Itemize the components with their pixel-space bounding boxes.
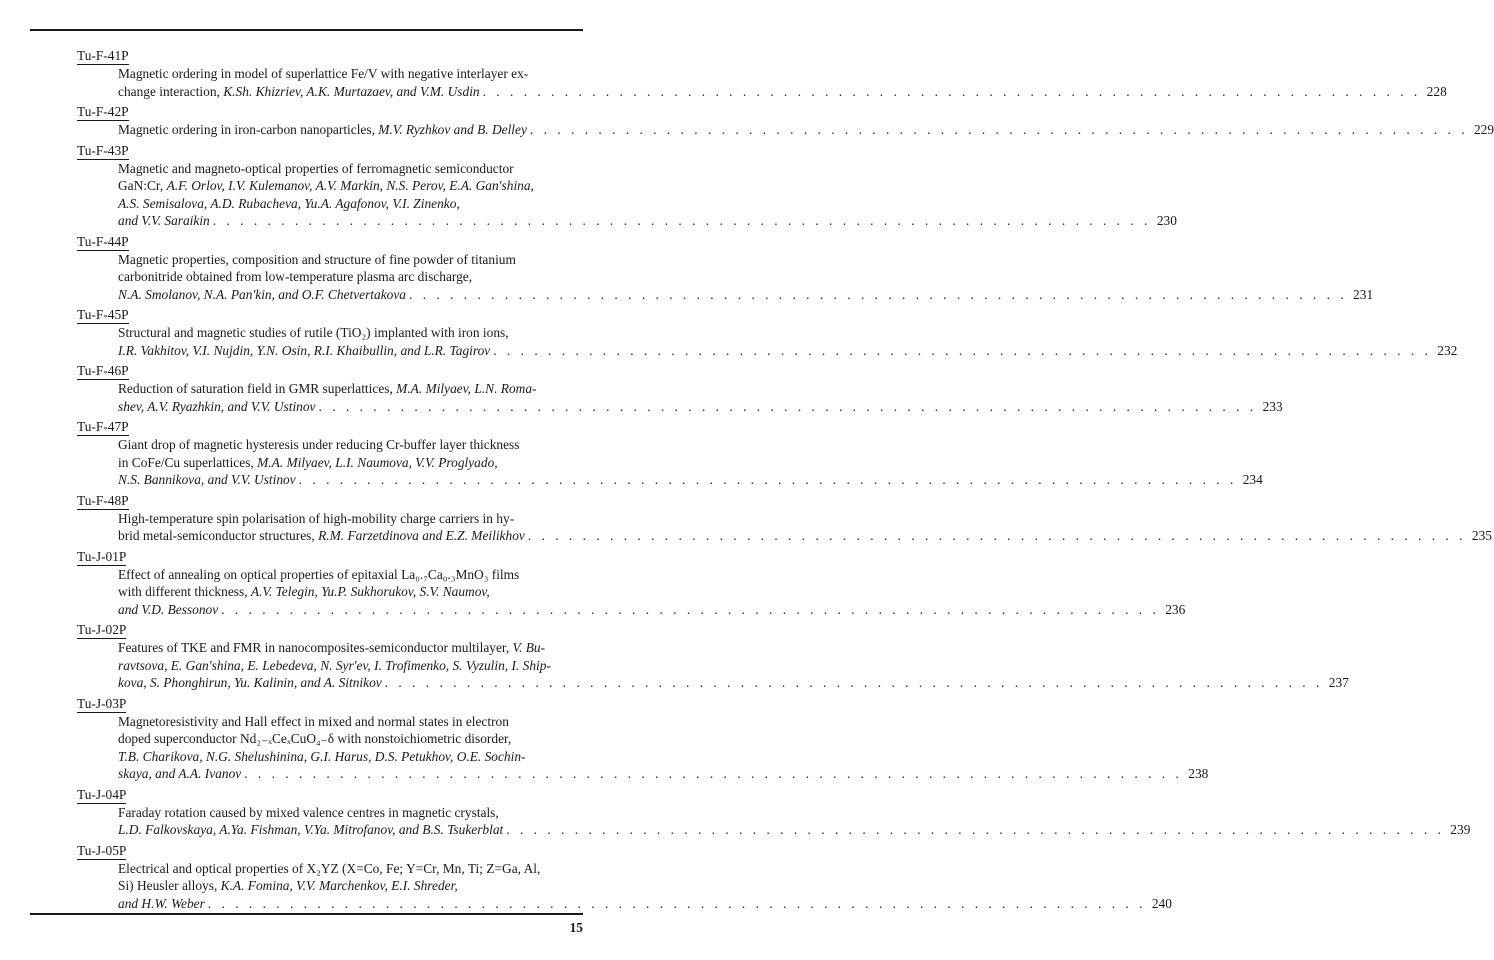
entry-line [118,748,584,766]
authors-text: A.V. Telegin, Yu.P. Sukhorukov, S.V. Naumov, [250,584,490,599]
entry-line [118,639,584,657]
authors-text: kova, S. Phonghirun, Yu. Kalinin, and A. Sitnikov [118,675,382,690]
entry-text [118,121,527,139]
dot-leader: . . . . . . . . . . . . . . . . . . . . . . . . . . . . . . . . . . . . . . . . . . . . . . . . . . . . . . . . . . . . . . . . . . . . . [527,528,1466,543]
dot-leader: . . . . . . . . . . . . . . . . . . . . . . . . . . . . . . . . . . . . . . . . . . . . . . . . . . . . . . . . . . . . . . . . . . . . . [212,213,1151,228]
entry-line [118,212,1177,230]
entry-line [118,583,584,601]
entry-line [118,160,584,178]
toc-entry [77,842,1172,913]
title-text: Magnetic ordering in model of superlattice Fe/V with negative interlayer ex- [118,66,529,81]
authors-text: M.A. Milyaev, L.I. Naumova, V.V. Proglyado, [257,454,498,470]
entry-text [118,380,537,398]
entry-page-number: 233 [1262,398,1283,414]
page-number: 15 [569,920,583,935]
entry-text [118,177,534,195]
entry-body [118,510,1492,545]
title-text: doped superconductor Nd₂₋ₓCeₓCuO₄₋δ with nonstoichiometric disorder, [118,731,512,746]
entry-text [118,748,526,766]
toc-entry [77,548,1186,619]
entry-line [118,398,1283,416]
entry-text [118,527,525,545]
entry-page-number: 229 [1473,122,1494,137]
dot-leader: . . . . . . . . . . . . . . . . . . . . . . . . . . . . . . . . . . . . . . . . . . . . . . . . . . . . . . . . . . . . . . . . . . . . . [384,675,1323,690]
entry-line [118,527,1492,545]
toc-entry [77,306,1458,359]
authors-text: V. Bu- [512,640,546,655]
entry-line [118,601,1186,619]
entry-text [118,324,509,342]
title-text: GaN:Cr, [118,178,167,193]
toc-entry [77,492,1492,545]
entry-code: Tu-F-41P [77,48,129,63]
toc-entry [77,621,1349,692]
title-text: Magnetoresistivity and Hall effect in mixed and normal states in electron [118,713,509,729]
entry-text [118,895,205,913]
dot-leader: . . . . . . . . . . . . . . . . . . . . . . . . . . . . . . . . . . . . . . . . . . . . . . . . . . . . . . . . . . . . . . . . . . . . . [298,472,1237,487]
title-text: Magnetic ordering in iron-carbon nanoparticles, [118,122,379,137]
bottom-rule [30,913,583,915]
entry-body [118,324,1458,359]
entry-line [118,674,1349,692]
title-text: brid metal-semiconductor structures, [118,528,319,543]
toc-entries [77,47,1494,915]
title-text: Giant drop of magnetic hysteresis under reducing Cr-buffer layer thickness [118,437,520,452]
authors-text: R.M. Farzetdinova and E.Z. Meilikhov [318,528,525,543]
entry-text [118,657,551,675]
entry-code: Tu-F-47P [77,419,129,434]
entry-text [118,471,296,489]
entry-code: Tu-F-46P [77,363,129,378]
entry-text [118,821,503,839]
dot-leader: . . . . . . . . . . . . . . . . . . . . . . . . . . . . . . . . . . . . . . . . . . . . . . . . . . . . . . . . . . . . . . . . . . . . . [221,601,1160,617]
entry-text [118,713,509,731]
entry-text [118,860,540,878]
entry-line [118,821,1471,839]
entry-line [118,765,1209,783]
dot-leader: . . . . . . . . . . . . . . . . . . . . . . . . . . . . . . . . . . . . . . . . . . . . . . . . . . . . . . . . . . . . . . . . . . . . . [529,122,1469,137]
entry-page-number: 234 [1242,472,1263,487]
toc-entry [77,786,1471,839]
authors-text: I.R. Vakhitov, V.I. Nujdin, Y.N. Osin, R.I. Khaibullin, and L.R. Tagirov [118,342,491,358]
entry-line [118,657,584,675]
entry-line [118,195,584,213]
entry-text [118,268,472,286]
entry-body [118,566,1186,619]
authors-text: K.A. Fomina, V.V. Marchenkov, E.I. Shreder, [220,878,458,893]
entry-text [118,877,458,895]
authors-text: K.Sh. Khizriev, A.K. Murtazaev, and V.M. Usdin [223,83,480,99]
entry-text [118,566,519,584]
entry-page-number: 237 [1328,675,1349,690]
entry-text [118,804,499,822]
entry-text [118,195,460,213]
entry-text [118,765,241,783]
entry-body [118,436,1263,489]
entry-line [118,65,584,83]
dot-leader: . . . . . . . . . . . . . . . . . . . . . . . . . . . . . . . . . . . . . . . . . . . . . . . . . . . . . . . . . . . . . . . . . . . . . [482,83,1421,99]
title-text: Magnetic and magneto-optical properties of ferromagnetic semiconductor [118,160,514,176]
authors-text: and V.D. Bessonov [118,601,219,617]
toc-entry [77,695,1209,783]
entry-code: Tu-J-02P [77,622,127,637]
toc-entry [77,47,1447,100]
authors-text: M.V. Ryzhkov and B. Delley [378,122,527,137]
title-text: High-temperature spin polarisation of high-mobility charge carriers in hy- [118,510,515,526]
toc-entry [77,362,1283,415]
entry-code: Tu-J-03P [77,695,127,711]
authors-text: shev, A.V. Ryazhkin, and V.V. Ustinov [118,398,316,414]
entry-text [118,730,511,748]
dot-leader: . . . . . . . . . . . . . . . . . . . . . . . . . . . . . . . . . . . . . . . . . . . . . . . . . . . . . . . . . . . . . . . . . . . . . [318,398,1257,414]
entry-line [118,83,1447,101]
entry-page-number: 240 [1151,895,1172,911]
entry-line [118,510,584,528]
entry-page-number: 230 [1156,213,1177,228]
entry-line [118,177,584,195]
entry-line [118,286,1374,304]
entry-body [118,639,1349,692]
entry-line [118,324,584,342]
toc-entry [77,418,1263,489]
title-text: Faraday rotation caused by mixed valence centres in magnetic crystals, [118,804,499,820]
authors-text: T.B. Charikova, N.G. Shelushinina, G.I. Harus, D.S. Petukhov, O.E. Sochin- [118,748,526,764]
dot-leader: . . . . . . . . . . . . . . . . . . . . . . . . . . . . . . . . . . . . . . . . . . . . . . . . . . . . . . . . . . . . . . . . . . . . . [506,822,1445,837]
entry-body [118,121,1494,139]
entry-line [118,860,584,878]
dot-leader: . . . . . . . . . . . . . . . . . . . . . . . . . . . . . . . . . . . . . . . . . . . . . . . . . . . . . . . . . . . . . . . . . . . . . [409,286,1348,302]
entry-line [118,895,1172,913]
entry-text [118,510,514,528]
entry-body [118,713,1209,783]
authors-text: skaya, and A.A. Ivanov [118,766,242,781]
toc-entry [77,233,1374,304]
title-text: carbonitride obtained from low-temperature plasma arc discharge, [118,269,473,284]
entry-page-number: 235 [1471,528,1492,543]
top-rule [30,29,583,31]
title-text: Magnetic properties, composition and structure of fine powder of titanium [118,251,516,267]
entry-line [118,454,584,472]
authors-text: N.A. Smolanov, N.A. Pan'kin, and O.F. Chetvertakova [118,286,406,302]
entry-line [118,268,584,286]
title-text: Effect of annealing on optical properties of epitaxial La₀.₇Ca₀.₃MnO₃ films [118,566,520,582]
entry-text [118,436,519,454]
entry-code: Tu-J-01P [77,548,127,564]
entry-text [118,251,516,269]
entry-line [118,251,584,269]
entry-line [118,804,584,822]
entry-code: Tu-F-43P [77,142,129,158]
toc-entry [77,142,1177,230]
entry-body [118,160,1177,230]
entry-code: Tu-F-42P [77,104,129,119]
title-text: with different thickness, [118,584,251,599]
entry-line [118,121,1494,139]
entry-line [118,713,584,731]
entry-code: Tu-F-45P [77,307,129,322]
entry-text [118,212,210,230]
entry-text [118,583,490,601]
title-text: Si) Heusler alloys, [118,878,221,893]
entry-page-number: 236 [1165,601,1186,617]
toc-entry [77,103,1494,139]
entry-code: Tu-J-05P [77,842,127,858]
entry-text [118,674,382,692]
authors-text: A.F. Orlov, I.V. Kulemanov, A.V. Markin, N.S. Perov, E.A. Gan'shina, [166,178,534,193]
entry-code: Tu-F-48P [77,492,129,508]
entry-text [118,639,545,657]
entry-body [118,860,1172,913]
title-text: Structural and magnetic studies of rutile (TiO₂) implanted with iron ions, [118,325,509,340]
entry-text [118,454,498,472]
title-text: in CoFe/Cu superlattices, [118,454,258,470]
dot-leader: . . . . . . . . . . . . . . . . . . . . . . . . . . . . . . . . . . . . . . . . . . . . . . . . . . . . . . . . . . . . . . . . . . . . . [493,342,1432,358]
authors-text: A.S. Semisalova, A.D. Rubacheva, Yu.A. Agafonov, V.I. Zinenko, [118,195,460,211]
entry-line [118,877,584,895]
authors-text: M.A. Milyaev, L.N. Roma- [396,381,537,396]
entry-text [118,83,480,101]
entry-text [118,398,316,416]
dot-leader: . . . . . . . . . . . . . . . . . . . . . . . . . . . . . . . . . . . . . . . . . . . . . . . . . . . . . . . . . . . . . . . . . . . . . [207,895,1146,911]
authors-text: ravtsova, E. Gan'shina, E. Lebedeva, N. Syr'ev, I. Trofimenko, S. Vyzulin, I. Ship- [118,657,551,673]
entry-text [118,342,490,360]
entry-line [118,566,584,584]
title-text: change interaction, [118,83,224,99]
entry-page-number: 239 [1450,822,1471,837]
entry-page-number: 231 [1353,286,1374,302]
entry-code: Tu-J-04P [77,786,127,802]
entry-body [118,251,1374,304]
entry-page-number: 238 [1188,766,1209,781]
entry-line [118,342,1458,360]
title-text: Features of TKE and FMR in nanocomposites-semiconductor multilayer, [118,640,513,655]
title-text: Electrical and optical properties of X₂YZ (X=Co, Fe; Y=Cr, Mn, Ti; Z=Ga, Al, [118,860,541,876]
entry-body [118,804,1471,839]
entry-body [118,65,1447,100]
entry-code: Tu-F-44P [77,233,129,249]
entry-text [118,286,406,304]
dot-leader: . . . . . . . . . . . . . . . . . . . . . . . . . . . . . . . . . . . . . . . . . . . . . . . . . . . . . . . . . . . . . . . . . . . . . [244,766,1183,781]
title-text: Reduction of saturation field in GMR superlattices, [118,381,397,396]
entry-page-number: 228 [1426,83,1447,99]
entry-line [118,471,1263,489]
authors-text: and H.W. Weber [118,895,205,911]
entry-text [118,65,528,83]
entry-text [118,160,514,178]
entry-line [118,730,584,748]
authors-text: N.S. Bannikova, and V.V. Ustinov [118,472,296,487]
authors-text: L.D. Falkovskaya, A.Ya. Fishman, V.Ya. Mitrofanov, and B.S. Tsukerblat [118,822,504,837]
entry-line [118,436,584,454]
entry-page-number: 232 [1437,342,1458,358]
authors-text: and V.V. Saraikin [118,213,210,228]
entry-text [118,601,218,619]
entry-body [118,380,1283,415]
entry-line [118,380,584,398]
